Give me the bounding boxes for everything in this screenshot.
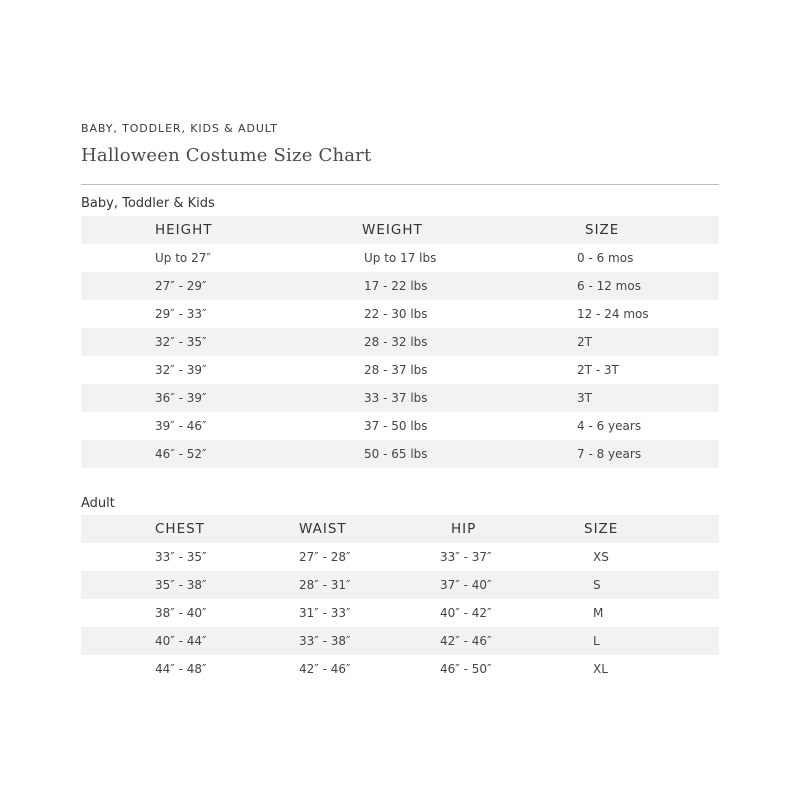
- weight-cell: 28 - 37 lbs: [364, 363, 428, 377]
- height-cell: 29″ - 33″: [155, 307, 207, 321]
- table-header-row: [81, 515, 719, 543]
- waist-cell: 27″ - 28″: [299, 550, 351, 564]
- chest-cell: 35″ - 38″: [155, 578, 207, 592]
- table-row: [81, 384, 719, 412]
- table-row: [81, 571, 719, 599]
- kids-section-label: Baby, Toddler & Kids: [81, 196, 215, 211]
- adult-section-label: Adult: [81, 496, 115, 511]
- table-row: [81, 244, 719, 272]
- table-row: [81, 627, 719, 655]
- table-row: [81, 328, 719, 356]
- size-cell: 4 - 6 years: [577, 419, 642, 433]
- table-header-row: [81, 216, 719, 244]
- hip-cell: 42″ - 46″: [440, 634, 492, 648]
- weight-cell: 50 - 65 lbs: [364, 447, 428, 461]
- chest-cell: 33″ - 35″: [155, 550, 207, 564]
- size-cell: XL: [593, 662, 608, 676]
- weight-cell: 33 - 37 lbs: [364, 391, 428, 405]
- table-row: [81, 599, 719, 627]
- size-cell: 6 - 12 mos: [577, 279, 641, 293]
- height-cell: 27″ - 29″: [155, 279, 207, 293]
- height-cell: 32″ - 39″: [155, 363, 207, 377]
- waist-cell: 28″ - 31″: [299, 578, 351, 592]
- size-cell: 3T: [577, 391, 592, 405]
- hip-cell: 33″ - 37″: [440, 550, 492, 564]
- table-row: [81, 440, 719, 468]
- size-cell: XS: [593, 550, 609, 564]
- waist-cell: 42″ - 46″: [299, 662, 351, 676]
- chest-cell: 40″ - 44″: [155, 634, 207, 648]
- chest-cell: 44″ - 48″: [155, 662, 207, 676]
- height-cell: 46″ - 52″: [155, 447, 207, 461]
- height-cell: Up to 27″: [155, 251, 211, 265]
- weight-cell: 28 - 32 lbs: [364, 335, 428, 349]
- weight-cell: 37 - 50 lbs: [364, 419, 428, 433]
- column-header: HIP: [451, 521, 477, 537]
- waist-cell: 33″ - 38″: [299, 634, 351, 648]
- size-cell: 2T: [577, 335, 592, 349]
- table-row: [81, 655, 719, 683]
- eyebrow-label: BABY, TODDLER, KIDS & ADULT: [81, 122, 278, 135]
- height-cell: 32″ - 35″: [155, 335, 207, 349]
- table-row: [81, 412, 719, 440]
- column-header: WAIST: [299, 521, 347, 537]
- chest-cell: 38″ - 40″: [155, 606, 207, 620]
- column-header: CHEST: [155, 521, 205, 537]
- size-cell: 2T - 3T: [577, 363, 619, 377]
- adult-size-table: [81, 515, 719, 683]
- size-cell: L: [593, 634, 600, 648]
- hip-cell: 46″ - 50″: [440, 662, 492, 676]
- table-row: [81, 356, 719, 384]
- table-row: [81, 543, 719, 571]
- column-header: WEIGHT: [362, 222, 423, 238]
- table-row: [81, 272, 719, 300]
- column-header: SIZE: [584, 521, 619, 537]
- hip-cell: 40″ - 42″: [440, 606, 492, 620]
- hip-cell: 37″ - 40″: [440, 578, 492, 592]
- column-header: HEIGHT: [155, 222, 213, 238]
- height-cell: 39″ - 46″: [155, 419, 207, 433]
- size-cell: 12 - 24 mos: [577, 307, 649, 321]
- height-cell: 36″ - 39″: [155, 391, 207, 405]
- size-cell: M: [593, 606, 604, 620]
- waist-cell: 31″ - 33″: [299, 606, 351, 620]
- column-header: SIZE: [585, 222, 620, 238]
- title-divider: [81, 184, 719, 185]
- weight-cell: Up to 17 lbs: [364, 251, 437, 265]
- page-title: Halloween Costume Size Chart: [81, 145, 372, 166]
- size-cell: 7 - 8 years: [577, 447, 642, 461]
- weight-cell: 17 - 22 lbs: [364, 279, 428, 293]
- size-cell: 0 - 6 mos: [577, 251, 634, 265]
- table-row: [81, 300, 719, 328]
- size-cell: S: [593, 578, 601, 592]
- kids-size-table: [81, 216, 719, 468]
- weight-cell: 22 - 30 lbs: [364, 307, 428, 321]
